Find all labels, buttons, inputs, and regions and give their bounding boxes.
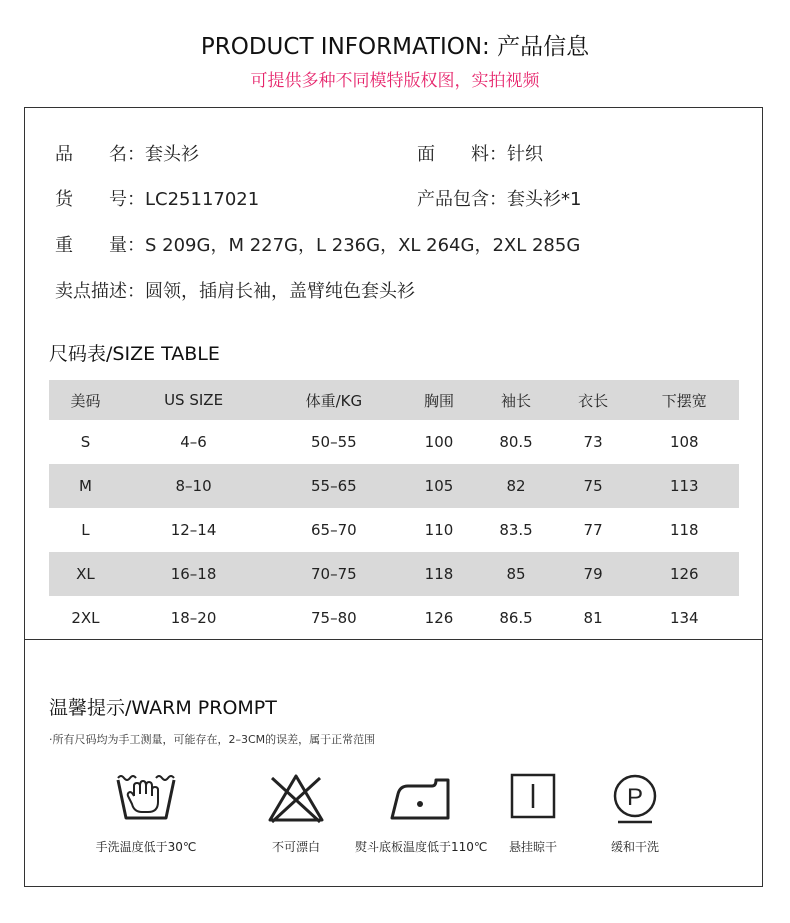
info-sku (55, 185, 259, 211)
table-cell: 16–18 (170, 565, 217, 583)
table-cell: 80.5 (499, 433, 533, 451)
info-name (55, 140, 199, 166)
table-cell: 85 (506, 565, 526, 583)
table-cell: 126 (669, 565, 699, 583)
table-cell: 81 (583, 609, 603, 627)
table-cell: 18–20 (170, 609, 217, 627)
table-cell: 70–75 (311, 565, 357, 583)
header-weight: 体重/KG (305, 391, 363, 410)
warm-prompt-note: ·所有尺码均为手工测量，可能存在，2–3CM的误差，属于正常范围 (49, 733, 376, 746)
iron-icon (388, 772, 452, 824)
table-cell: 108 (669, 433, 699, 451)
table-cell: 55–65 (311, 477, 357, 495)
info-fabric (417, 140, 543, 166)
table-cell: XL (76, 565, 95, 583)
table-cell: 8–10 (175, 477, 212, 495)
header-chest: 胸围 (423, 391, 454, 410)
table-row (49, 596, 739, 640)
info-fabric-label: 面 料： (417, 144, 507, 165)
line-dry-icon (509, 772, 557, 820)
info-selling-value: 圆领，插肩长袖，盖臂纯色套头衫 (145, 281, 415, 302)
header-hem: 下摆宽 (661, 391, 707, 410)
info-contents-label: 产品包含： (417, 189, 507, 210)
info-weight-value: S 209G，M 227G，L 236G，XL 264G，2XL 285G (145, 235, 581, 256)
care-hand-wash (81, 772, 211, 855)
size-table-title: 尺码表/SIZE TABLE (49, 343, 220, 365)
care-label: 手洗温度低于30℃ (95, 840, 197, 854)
table-row (49, 420, 739, 464)
table-cell: 75 (583, 477, 603, 495)
table-cell: 75–80 (311, 609, 357, 627)
table-row (49, 464, 739, 508)
table-cell: 83.5 (499, 521, 533, 539)
care-no-bleach (231, 772, 361, 855)
header-length: 衣长 (578, 391, 609, 410)
info-contents (417, 185, 581, 211)
table-cell: L (81, 521, 90, 539)
table-cell: 4–6 (180, 433, 207, 451)
table-cell: 77 (583, 521, 603, 539)
info-sku-value: LC25117021 (145, 189, 260, 210)
info-panel (24, 107, 763, 887)
table-row (49, 508, 739, 552)
care-label: 缓和干洗 (610, 840, 659, 854)
care-label: 不可漂白 (271, 840, 320, 854)
info-weight (55, 231, 580, 257)
info-name-value: 套头衫 (145, 144, 199, 165)
table-cell: 12–14 (170, 521, 217, 539)
table-cell: 118 (424, 565, 454, 583)
table-cell: 79 (583, 565, 603, 583)
table-row (49, 552, 739, 596)
info-selling-label: 卖点描述： (55, 281, 145, 302)
page-subtitle: 可提供多种不同模特版权图，实拍视频 (250, 71, 540, 91)
info-contents-value: 套头衫*1 (507, 189, 582, 210)
info-sku-label: 货 号： (55, 189, 145, 210)
table-cell: 86.5 (499, 609, 533, 627)
size-table (49, 380, 739, 640)
care-iron (355, 772, 488, 855)
header-us-size-code: 美码 (70, 391, 101, 410)
table-cell: 105 (424, 477, 454, 495)
info-name-label: 品 名： (55, 144, 145, 165)
size-table-header (49, 380, 739, 420)
info-selling (55, 277, 415, 303)
table-cell: 126 (424, 609, 454, 627)
care-dry-clean (570, 772, 700, 855)
section-divider (25, 639, 762, 640)
header-us-size: US SIZE (164, 391, 224, 409)
table-cell: 113 (669, 477, 699, 495)
info-weight-label: 重 量： (55, 235, 145, 256)
table-cell: 65–70 (311, 521, 357, 539)
table-cell: 50–55 (311, 433, 357, 451)
page-title: PRODUCT INFORMATION: 产品信息 (200, 34, 590, 60)
care-label: 熨斗底板温度低于110℃ (355, 840, 488, 854)
dry-clean-icon (610, 772, 660, 826)
table-cell: 118 (669, 521, 699, 539)
table-cell: 73 (583, 433, 603, 451)
table-cell: S (80, 433, 91, 451)
table-cell: 134 (669, 609, 699, 627)
table-cell: 2XL (71, 609, 100, 627)
svg-text:P: P (626, 784, 644, 811)
care-label: 悬挂晾干 (508, 840, 557, 854)
table-cell: 110 (424, 521, 454, 539)
info-fabric-value: 针织 (507, 144, 543, 165)
hand-wash-icon (114, 772, 178, 824)
table-cell: 100 (424, 433, 454, 451)
no-bleach-icon (266, 772, 326, 824)
header-sleeve: 袖长 (501, 391, 532, 410)
warm-prompt-title: 温馨提示/WARM PROMPT (49, 697, 277, 719)
table-cell: 82 (506, 477, 526, 495)
table-cell: M (78, 477, 92, 495)
